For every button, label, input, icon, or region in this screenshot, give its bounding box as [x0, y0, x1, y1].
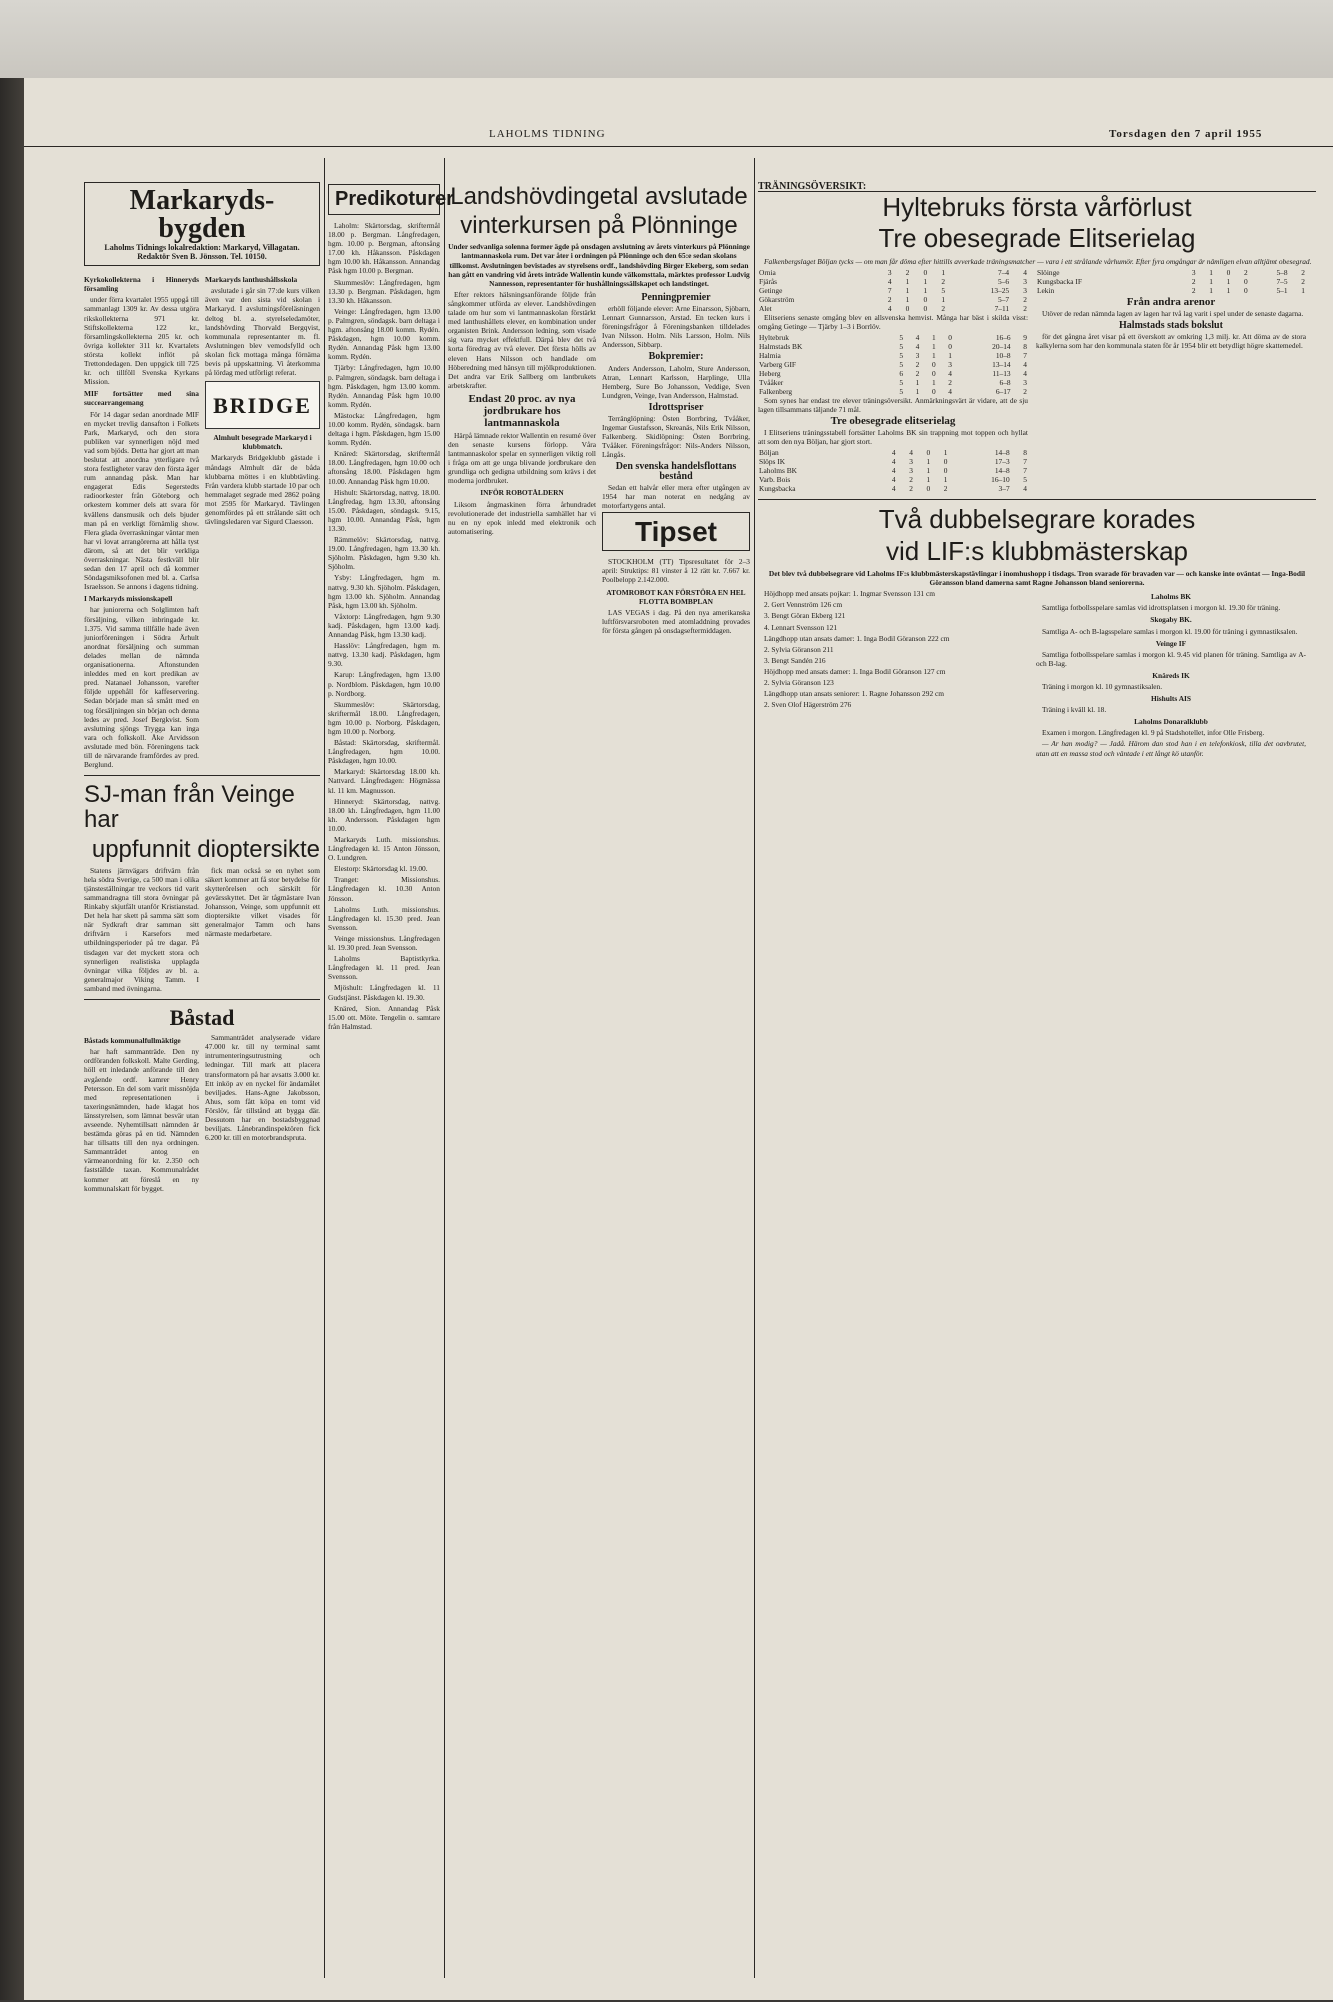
table-cell: 1 — [941, 267, 946, 277]
article-heading: Båstads kommunalfullmäktige — [84, 1036, 181, 1046]
article-heading: Tre obesegrade elitserielag — [830, 415, 956, 428]
article-text: Statens järnvägars driftvärn från hela södra Sverige, ca 500 man i olika tjänsteställningar tre veckors tid varit sammandragna till stora övningar på Rinkaby skjutfält utanför Kristianstad. Det hela har skett på samma sätt som när Sydkraft drar samman sitt driftvärn i Karsefors med utbildningsperioder på tre dagar. På tisdagen var det myckett stora och synnerligen realistiska upplagda övningar vilka följdes av bl. a. generalmajor Viking Tamm. I samband med övningarna. — [84, 865, 199, 993]
predikotur-item: Knäred: Skärtorsdag, skriftermål 18.00. Långfredagen, hgm 10.00 och aftonsång 18.00. Påskdagen hgm 10.00. Annandag Påsk hgm 10.00. — [328, 449, 440, 486]
table-cell: 2 — [887, 294, 892, 304]
club-heading: Knäreds IK — [1152, 670, 1190, 680]
team-name: Slöinge — [1037, 267, 1060, 277]
table-cell: 1 — [1226, 276, 1231, 286]
club-text: Samtliga fotbollsspelare samlas i morgon kl. 9.45 vid planen för träning. Samtliga av A- och B-lag. — [1036, 649, 1306, 668]
predikoturer-title: Predikoturer — [328, 184, 440, 215]
table-cell: 1 — [943, 475, 948, 485]
table-cell: 2 — [915, 368, 920, 378]
table-cell: 0 — [1226, 267, 1231, 277]
article-heading: Almhult besegrade Markaryd i klubbmatch. — [213, 433, 312, 452]
table-cell: 5 — [899, 341, 904, 351]
table-cell: 2 — [943, 484, 948, 494]
table-row — [758, 369, 1028, 378]
team-name: Halmia — [759, 350, 781, 360]
table-row — [758, 448, 1028, 457]
result-line: 3. Bengt Sandén 216 — [764, 655, 826, 665]
club-heading: Skogaby BK. — [1150, 615, 1192, 625]
predikotur-item: Hasslöv: Långfredagen, hgm m. nattvg. 13.30 kadj. Påskdagen, hgm 9.30. — [328, 641, 440, 669]
article-text: fick man också se en nyhet som säkert kommer att få stor betydelse för skytterörelsen och särskilt för gevärsskyttet. Det är tågmästare Ivan Johansson, Veinge, som uppfunnit ett dioptersikte vilket visades för generalmajor Tamm och hans närmaste medarbetare. — [205, 865, 320, 939]
misc-joke: — Ar han modig? — Jadå. Härom dan stod han i en telefonkiosk, tilla det oavbrutet, utan att en massa stod och väntade i ett långt kö utanför. — [1036, 739, 1306, 758]
table-cell: 1 — [1226, 285, 1231, 295]
column-predikoturer — [328, 182, 454, 2002]
masthead-box — [84, 182, 320, 266]
article-heading: INFÖR ROBOTÅLDERN — [480, 488, 564, 498]
team-name: Fjärås — [759, 276, 778, 286]
table-cell: 4 — [887, 276, 892, 286]
masthead-title: Markaryds-bygden — [129, 185, 275, 244]
table-row — [758, 277, 1028, 286]
team-name: Tvååker — [759, 377, 784, 387]
bastad-title: Båstad — [169, 1005, 235, 1031]
article-text: Elitseriens senaste omgång blev en allsvenska hemvist. Många har bäst i skilda visst: omgång Getinge — Tjärby 1–3 i Borrlöv. — [758, 312, 1028, 331]
table-cell: 7 — [1023, 350, 1027, 360]
table-cell: 7 — [1023, 457, 1027, 467]
team-name: Laholms BK — [759, 466, 797, 476]
team-name: Hyltebruk — [759, 332, 789, 342]
masthead-sub1: Laholms Tidnings lokalredaktion: Markaryd, Villagatan. — [104, 243, 300, 252]
team-name: Halmstads BK — [759, 341, 803, 351]
article-text: Sammanträdet analyserade vidare 47.000 kr. till ny terminal samt intrumenteringsutrustning och ledningar. Till mark att placera transformatorn på har avsatts 3.000 kr. Ett inköp av en nyckel för ändamålet beviljades. Hans-Agne Jakobsson, Ahus, som fått köpa en tomt vid Förslöv, får tillstånd att bygga där. Dessutom har en bostadsbyggnad beviljats. Lånebrandinspektören fick 6.200 kr. till en motorbrandspruta. — [205, 1033, 320, 1143]
table-row — [1036, 277, 1306, 286]
bridge-cards-illustration — [205, 381, 320, 429]
table-cell: 7–4 — [998, 267, 1010, 277]
predikotur-item: Karup: Långfredagen, hgm 13.00 p. Nordblom. Påskdagen, hgm 10.00 p. Nordborg. — [328, 670, 440, 698]
table-cell: 4 — [891, 475, 896, 485]
table-cell: 0 — [905, 303, 910, 313]
predikotur-item: Skummeslöv: Skärtorsdag, skriftermål 18.00. Långfredagen, hgm 10.00 p. Norborg. Påskdagen, hgm 10.00 p. Norborg. — [328, 699, 440, 736]
league-table-2 — [758, 333, 1028, 396]
table-cell: 1 — [1209, 267, 1213, 277]
table-row — [758, 360, 1028, 369]
table-cell: 4 — [891, 484, 896, 494]
table-cell: 3 — [909, 457, 913, 467]
table-row — [758, 351, 1028, 360]
table-cell: 4 — [891, 457, 896, 467]
table-cell: 2 — [1301, 276, 1305, 286]
table-cell: 2 — [905, 267, 910, 277]
table-cell: 5–8 — [1276, 267, 1288, 277]
table-cell: 0 — [923, 294, 928, 304]
table-cell: 0 — [931, 359, 936, 369]
table-row — [758, 484, 1028, 493]
table-cell: 5 — [899, 359, 904, 369]
article-heading: MIF fortsätter med sina succearrangemang — [84, 389, 199, 408]
table-cell: 3 — [1023, 285, 1027, 295]
club-text: Samtliga fotbollsspelare samlas vid idrottsplatsen i morgon kl. 19.30 för träning. — [1042, 603, 1281, 613]
table-row — [758, 457, 1028, 466]
league-table-3 — [1036, 268, 1306, 295]
paper-name: LAHOLMS TIDNING — [489, 128, 606, 140]
table-row — [1036, 286, 1306, 295]
article-heading: Penningpremier — [641, 291, 711, 303]
table-cell: 1 — [905, 276, 910, 286]
table-cell: 2 — [915, 359, 920, 369]
table-cell: 5 — [899, 332, 904, 342]
table-cell: 1 — [941, 294, 946, 304]
article-text: För 14 dagar sedan anordnade MIF en mycket trevlig dansafton i Folkets Park, Markaryd, och den stora publiken var synnerligen nöjd med vad som bjöds. Detta har gjort att man beslutat att anordna ytterligare två stora festligheter varav den första äger rum annandag påsk. Man har engagerat Edis Segerstedts radioorkester från Göteborg och orkestern kommer dels att svara för kvällens dansmusik och dels bjuder man på en verkligt förnämlig show. Flera glada överraskningar väntar men har vi lovat arrangörerna att hålla tyst därom, så att det blir verkliga överraskningar. Nästa festkväll blir sedan den 17 april och då kommer Söndagsmiksofonen med bl. a. Carlsa Israelsson. Se annons i dagens tidning. — [84, 409, 199, 592]
table-cell: 0 — [931, 386, 936, 396]
table-cell: 2 — [1023, 294, 1027, 304]
table-cell: 3 — [915, 350, 920, 360]
article-heading: Markaryds lanthushållsskola — [205, 275, 298, 285]
table-cell: 0 — [943, 466, 948, 476]
club-text: Träning i morgon kl. 10 gymnastiksalen. — [1042, 681, 1163, 691]
table-cell: 1 — [923, 276, 928, 286]
table-cell: 1 — [948, 350, 952, 360]
table-cell: 2 — [948, 377, 952, 387]
table-cell: 0 — [948, 332, 952, 342]
team-name: Lekin — [1037, 285, 1055, 295]
table-cell: 7 — [1023, 466, 1027, 476]
league-table-1 — [758, 268, 1028, 313]
predikoturer-list — [328, 221, 440, 1031]
table-cell: 4 — [909, 448, 913, 458]
table-cell: 16–10 — [991, 475, 1010, 485]
table-row — [758, 295, 1028, 304]
table-cell: 17–3 — [994, 457, 1010, 467]
table-cell: 0 — [1243, 285, 1248, 295]
predikotur-item: Elestorp: Skärtorsdag kl. 19.00. — [334, 864, 428, 874]
table-row — [758, 304, 1028, 313]
article-heading: Kyrkokollekterna i Hinneryds församling — [84, 275, 199, 294]
article-text: Terränglöpning: Östen Borrbring, Tvååker, Ingemar Gustafsson, Skreanäs, Nils Erik Nilsson, Falkenberg. Skidlöpning: Östen Borrbring, Tvååker. Föreningsfrågor: Nils-Anders Nilsson, Långås. — [602, 413, 750, 460]
table-cell: 5–6 — [998, 276, 1010, 286]
masthead-sub2: Redaktör Sven B. Jönsson. Tel. 10150. — [137, 252, 267, 262]
table-cell: 8 — [1023, 341, 1027, 351]
plonninge-headline-2: vinterkursen på Plönninge — [460, 212, 738, 240]
table-cell: 9 — [1023, 332, 1027, 342]
table-cell: 1 — [926, 457, 931, 467]
table-cell: 4 — [1023, 368, 1027, 378]
predikotur-item: Båstad: Skärtorsdag, skriftermål. Långfredagen, hgm 10.00. Påskdagen, hgm 10.00. — [328, 738, 440, 766]
table-cell: 2 — [941, 276, 946, 286]
team-name: Varberg GIF — [759, 359, 797, 369]
article-text: STOCKHOLM (TT) Tipsresultatet för 2–3 april: Struktips: 81 vinster å 12 rätt kr. 7.667 kr. Poolbelopp 2.142.000. — [602, 557, 750, 585]
table-cell: 5–7 — [998, 294, 1010, 304]
table-cell: 2 — [1191, 285, 1196, 295]
article-lead: Falkenbergslaget Böljan tycks — om man får döma efter hittills avverkade träningsmatcher — vara i ett strålande vårhumör. Efter fyra omgångar är nämligen elvan alltjämt obesegrad. — [764, 256, 1312, 266]
table-row — [758, 333, 1028, 342]
table-cell: 0 — [931, 368, 936, 378]
table-row — [758, 268, 1028, 277]
table-cell: 0 — [923, 267, 928, 277]
article-text: Härpå lämnade rektor Wallentin en resumé över den senaste kursens förlopp. Våra lantmannaskolor spelar en synnerligen viktig roll i fråga om att ge unga blivande jordbrukare den grundliga och gedigna utbildning som krävs i det moderna jordbruket. — [448, 430, 596, 486]
result-line: 4. Lennart Svensson 121 — [764, 622, 838, 632]
article-text: har juniorerna och Solglimten haft försäljning, vilken inbringade kr. 1.375. Vid samma tillfälle hade även juniorföreningen i Södra Ärhult anordnat försäljning och summan delades mellan de nämnda organisationerna. Aftonstunden inleddes med en kort predikan av pred. Natanael Johansson, varefter följde uppehåll för kaffeservering. Sedan började man så smått med en tog försäljningen sin början och denna ledes av pred. Josef Bergkvist. Som avslutning sjöngs Trygga kan inga vara och folkskoll. Åke Arvidsson avslutade med bön. Föreningens tack till de närvarande framfördes av pred. Berglund. — [84, 605, 199, 770]
article-heading: I Markaryds missionskapell — [84, 594, 173, 604]
article-text: Markaryds Bridgeklubb gästade i måndags Almhult där de båda klubbarna möttes i en klubbtävling. Från vardera klubb startade 10 par och hemmalaget segrade med 2862 poäng mot 2595 för Markaryd. Tävlingen genomfördes på ett strålande sätt och tävlingsledaren var Sigurd Claesson. — [205, 453, 320, 527]
table-row — [1036, 268, 1306, 277]
article-lead: Det blev två dubbelsegrare vid Laholms IF:s klubbmästerskapstävlingar i inomhushopp i tisdags. Tron svarade för bravaden var — och kanske inte oväntat — Inga-Bodil Göransson bland damerna samt Ragne Johansson bland seniorerna. — [768, 569, 1306, 588]
table-cell: 2 — [941, 303, 946, 313]
article-text: Efter rektors hälsningsanförande följde från sångkommer utförda av elever. Landshövdingen talade om hur som vi lantmannaskolan förstärkt med lanthushållets elever, en kombination under organisten Brink. Andersson ledning, som visade sig vara mycket effektfull. Därpå blev det två korta föredrag av två elever. Det första hölls av eleven Hans Nilsson och handlade om Höberedning med hänsyn till mjölkproduktionen. Det andra var Erik Sallberg om lantbrukets arbetskrafter. — [448, 289, 596, 390]
table-cell: 2 — [909, 475, 913, 485]
club-heading: Laholms Donaralklubb — [1134, 717, 1208, 727]
table-cell: 3 — [1191, 267, 1196, 277]
scan-top-strip — [0, 0, 1333, 78]
sport-headline-1: Hyltebruks första vårförlust — [882, 192, 1192, 223]
column-markaryd — [84, 182, 320, 2002]
column-rule-2 — [444, 158, 445, 1978]
result-line: Längdhopp utan ansats seniorer: 1. Ragne Johansson 292 cm — [764, 689, 945, 699]
table-cell: 6 — [899, 368, 904, 378]
table-cell: 11–13 — [992, 368, 1011, 378]
table-cell: 0 — [926, 484, 931, 494]
team-name: Slöps IK — [759, 457, 786, 467]
table-cell: 2 — [1023, 386, 1027, 396]
section-kicker: TRÄNINGSÖVERSIKT: — [758, 182, 1316, 192]
table-cell: 1 — [1209, 285, 1213, 295]
table-cell: 2 — [1243, 267, 1248, 277]
column-rule-1 — [324, 158, 325, 1978]
table-cell: 2 — [1191, 276, 1196, 286]
league-table-4 — [758, 448, 1028, 493]
team-name: Getinge — [759, 285, 783, 295]
table-cell: 1 — [931, 332, 936, 342]
article-text: Utöver de redan nämnda lagen av lagen har två lag varit i spel under de senaste dagarna. — [1042, 308, 1304, 318]
team-name: Kungsbacka — [759, 484, 796, 494]
bridge-label: BRIDGE — [213, 392, 312, 418]
table-cell: 5 — [899, 386, 904, 396]
team-name: Heberg — [759, 368, 781, 378]
table-cell: 10–8 — [995, 350, 1011, 360]
article-text: erhöll följande elever: Arne Einarsson, Sjöbarn, Lennart Gunnarsson, Arstad. En tecken kurs i föreningsfrågor å Föreningsbanken tilldelades Ivan Nilsson. Holm. Nils Larsson, Holm. Nils Andersson, Sibbarp. — [602, 303, 750, 350]
table-cell: 4 — [915, 341, 920, 351]
result-line: 2. Sylvia Göranson 123 — [764, 677, 834, 687]
table-cell: 1 — [931, 377, 936, 387]
table-cell: 1 — [905, 285, 910, 295]
club-heading: Hishults AIS — [1150, 694, 1192, 704]
club-heading: Veinge IF — [1155, 638, 1187, 648]
team-name: Gökarström — [759, 294, 795, 304]
table-cell: 1 — [1301, 285, 1305, 295]
article-text: LAS VEGAS i dag. På den nya amerikanska luftförsvarsroboten med atomladdning provades för första gången på onsdagseftermiddagen. — [602, 607, 750, 635]
table-cell: 13–14 — [992, 359, 1011, 369]
sport-headline-2: Tre obesegrade Elitserielag — [878, 223, 1196, 254]
tipset-title: Tipset — [602, 512, 750, 551]
table-cell: 1 — [915, 386, 920, 396]
table-cell: 2 — [909, 484, 913, 494]
predikotur-item: Tjärby: Långfredagen, hgm 10.00 p. Palmgren, söndagsk. barn deltaga i hgm. Påskdagen, hgm 13.00 komm. Rydén. Annandag Påsk hgm 10.00 komm. Rydén. — [328, 363, 440, 409]
table-cell: 1 — [931, 341, 936, 351]
table-row — [758, 378, 1028, 387]
table-cell: 1 — [915, 377, 920, 387]
predikotur-item: Våxtorp: Långfredagen, hgm 9.30 kadj. Påskdagen, hgm 13.00 kadj. Annandag Påsk, hgm 13.30 kadj. — [328, 611, 440, 640]
table-cell: 1 — [931, 350, 936, 360]
club-text: Samtliga A- och B-lagsspelare samlas i morgon kl. 19.00 för träning i gymnastiksalen. — [1042, 626, 1298, 636]
article-heading: Idrottspriser — [648, 401, 704, 413]
article-text: Sedan ett halvår eller mera efter utgången av 1954 har man noterat en nedgång av motorfartygens antal. — [602, 482, 750, 510]
sj-headline-2: uppfunnit dioptersikte — [91, 835, 320, 863]
table-cell: 4 — [1023, 267, 1027, 277]
article-text: har haft sammanträde. Den ny ordföranden folkskoll. Malte Gerding, höll ett inledande anförande till den avgående ordf. kamrer Henry Petersson. En del som varit missnöjda med representationen i taxeringsnämnden, hade klagat hos länsstyrelsen, som lämnat besvär utan avseende. Nyhemtillsatt nämnden är bestämda göras på en tid. Nämnden har tillsatts till den nya ordningen. Sammanträdet antog en värmeanordning för kr. 2.350 och fastställde taxan. Kommunalrådet kommer att föreslå en ny kommunalskatt för bygget. — [84, 1047, 199, 1193]
article-text: avslutade i går sin 77:de kurs vilken även var den sista vid skolan i Markaryd. I avslutningsföreläsningen deltog bl. a. styrelseledamöter, landshövding Thorvald Bergqvist, kommunala representanter m. fl. Avslutningen blev vemodsfylld och skolan fick mottaga många förnäma bevis på uppskattning. Vi återkomma på lördag med utförligt referat. — [205, 286, 320, 378]
predikotur-item: Mästocka: Långfredagen, hgm 10.00 komm. Rydén, söndagsk. barn deltaga i hgm. Påskdagen, hgm 15.00 komm. Rydén. — [328, 410, 440, 448]
table-cell: 4 — [915, 332, 920, 342]
table-cell: 14–8 — [994, 448, 1010, 458]
column-plonninge — [448, 182, 750, 2002]
table-cell: 8 — [1023, 448, 1027, 458]
table-cell: 16–6 — [995, 332, 1011, 342]
table-cell: 4 — [1023, 484, 1027, 494]
predikotur-item: Hishult: Skärtorsdag, nattvg. 18.00. Långfredag, hgm 13.30, aftonsång 15.00. Påskdagen, söndagsk. 9.15, hgm 10.00. Annandag Påsk, hgm 13.30. — [328, 487, 440, 533]
table-row — [758, 342, 1028, 351]
table-row — [758, 466, 1028, 475]
table-cell: 6–17 — [995, 386, 1011, 396]
article-heading: Endast 20 proc. av nya jordbrukare hos lantmannaskola — [468, 392, 576, 429]
table-cell: 3 — [1023, 377, 1027, 387]
table-cell: 0 — [1243, 276, 1248, 286]
predikotur-item: Rämmelöv: Skärtorsdag, nattvg. 19.00. Långfredagen, hgm 13.30 kh. Sjöholm. Påskdagen, hgm 9.30 kh. Sjöholm. — [328, 535, 440, 572]
table-cell: 0 — [943, 457, 948, 467]
table-cell: 4 — [891, 466, 896, 476]
table-cell: 5 — [1023, 475, 1027, 485]
table-cell: 6–8 — [999, 377, 1011, 387]
team-name: Falkenberg — [759, 386, 793, 396]
column-rule-3 — [754, 158, 755, 1978]
predikotur-item: Hinneryd: Skärtorsdag, nattvg. 18.00 kh. Långfredagen, hgm 11.00 kh. Andersson. Påskdagen hgm 10.00. — [328, 796, 440, 833]
article-heading: Halmstads stads bokslut — [1119, 319, 1223, 331]
predikotur-item: Mjöshult: Långfredagen kl. 11 Gudstjänst. Påskdagen kl. 19.30. — [328, 983, 440, 1002]
result-line: 2. Sylvia Göranson 211 — [764, 644, 834, 654]
table-cell: 13–25 — [990, 285, 1010, 295]
table-cell: 4 — [1023, 359, 1027, 369]
result-line: Höjdhopp med ansats pojkar: 1. Ingmar Svensson 131 cm — [764, 589, 935, 599]
article-heading: Den svenska handelsflottans bestånd — [615, 461, 737, 482]
result-line: Höjdhopp med ansats damer: 1. Inga Bodil Göranson 127 cm — [764, 666, 946, 676]
predikotur-item: Veinge missionshus. Långfredagen kl. 19.30 pred. Jean Svensson. — [328, 933, 440, 953]
predikotur-item: Skummeslöv: Långfredagen, hgm 13.30 p. Bergman. Påskdagen, hgm 13.30 kh. Håkansson. — [328, 277, 440, 305]
table-cell: 5–1 — [1276, 285, 1288, 295]
article-lead: Under sedvanliga solenna former ägde på onsdagen avslutning av årets vinterkurs på Plönninge lantmannaskola rum. Det var åter i ordningen på Plönninge och den 65:e sedan skolans tillkomst. Avslutningen bevistades av styrelsens ordf., landshövding Birger Ekeberg, som sedan han gått en vandring vid årets inträde Wallentin kunde välkomsttala, märktes professor Ludvig Nannesson, representanter för hushållningssällskapet och landstinget. — [448, 242, 750, 288]
team-name: Alet — [759, 303, 772, 313]
newspaper-page — [24, 78, 1333, 2000]
predikotur-item: Laholms Baptistkyrka. Långfredagen kl. 11 pred. Jean Svensson. — [328, 954, 440, 982]
predikotur-item: Markaryds Luth. missionshus. Långfredagen kl. 15 Anton Jönsson, O. Lundgren. — [328, 835, 440, 863]
table-cell: 1 — [943, 448, 948, 458]
table-cell: 3 — [1023, 276, 1027, 286]
article-heading: Från andra arenor — [1126, 295, 1216, 308]
table-row — [758, 387, 1028, 396]
table-cell: 7–11 — [994, 303, 1010, 313]
table-row — [758, 475, 1028, 484]
article-heading: ATOMROBOT KAN FÖRSTÖRA EN HEL FLOTTA BOMBPLAN — [606, 587, 746, 606]
article-text: I Elitseriens träningsstabell fortsätter Laholms BK sin trappning mot toppen och hyllat att som den nya Böljan, har gjort stort. — [758, 428, 1028, 447]
table-cell: 0 — [948, 341, 952, 351]
predikotur-item: Tranget: Missionshus. Långfredagen kl. 10.30 Anton Jönsson. — [328, 875, 440, 903]
table-cell: 1 — [926, 466, 931, 476]
result-line: 2. Gert Vennström 126 cm — [764, 600, 843, 610]
club-heading: Laholms BK — [1150, 592, 1192, 602]
article-text: Som synes har endast tre elever träningsöversikt. Anmärkningsvärt är vidare, att de sju lagen tillsammans täljande 71 mål. — [758, 395, 1028, 415]
article-heading: Bokpremier: — [648, 351, 704, 363]
article-text: Liksom ångmaskinen förra århundradet revolutionerade det industriella samhället har vi nu en ny epok inledd med elektronik och automatisering. — [448, 499, 596, 536]
table-cell: 5 — [899, 377, 904, 387]
team-name: Varb. Bois — [759, 475, 791, 485]
team-name: Kungsbacka IF — [1037, 276, 1082, 286]
table-cell: 3–7 — [998, 484, 1010, 494]
predikotur-item: Veinge: Långfredagen, hgm 13.00 p. Palmgren, söndagsk. barn deltaga i hgm. aftonsång 18.00 komm. Rydén. Påskdagen, hgm 10.00 komm. Rydén. Annandag Påsk hgm 13.00 komm. Rydén. — [328, 306, 440, 362]
lif-headline-1: Två dubbelsegrare korades — [878, 504, 1196, 535]
table-cell: 1 — [905, 294, 910, 304]
result-line: 2. Sven Olof Hägerström 276 — [764, 700, 852, 710]
predikotur-item: Laholm: Skärtorsdag, skriftermål 18.00 p. Bergman. Långfredagen, hgm. 10.00 p. Bergman, aftonsång 17.00 kh. Håkansson. Påskdagen hgm 10.00 kh. Håkansson. Annandag Påsk hgm 10.00 p. Bergman. — [328, 221, 440, 276]
table-cell: 4 — [891, 448, 896, 458]
table-cell: 14–8 — [994, 466, 1010, 476]
table-cell: 4 — [887, 303, 892, 313]
results-list — [758, 589, 1028, 759]
table-cell: 2 — [1301, 267, 1305, 277]
table-cell: 0 — [923, 303, 928, 313]
article-text: Anders Andersson, Laholm, Sture Andersson, Atran, Lennart Karlsson, Harplinge, Ulla Hemberg, Sure Bo Johansson, Veddige, Sven Lundgren, Veinge, Ivan Andersson, Halmstad. — [602, 363, 750, 400]
table-cell: 7 — [887, 285, 892, 295]
table-cell: 7–5 — [1276, 276, 1288, 286]
plonninge-headline-1: Landshövdingetal avslutade — [450, 183, 748, 210]
table-cell: 1 — [1209, 276, 1213, 286]
predikotur-item: Markaryd: Skärtorsdag 18.00 kh. Nattvard. Långfredagen: Högmässa kl. 11 km. Magnusson. — [328, 767, 440, 795]
team-name: Böljan — [759, 448, 779, 458]
table-cell: 3 — [948, 359, 952, 369]
predikotur-item: Ysby: Långfredagen, hgm m. nattvg. 9.30 kh. Sjöholm. Påskdagen, hgm 13.00 kh. Sjöholm. Annandag Påsk, hgm 13.00 kh. Sjöholm. — [328, 573, 440, 610]
table-cell: 5 — [899, 350, 904, 360]
predikotur-item: Laholms Luth. missionshus. Långfredagen kl. 15.30 pred. Jean Svensson. — [328, 904, 440, 932]
article-text: för det gångna året visar på ett överskott av omkring 1,3 milj. kr. Att döma av de stora kalkylerna som har den kommunala staten för år 1954 blir ett betydligt högre skattemedel. — [1036, 332, 1306, 351]
table-cell: 1 — [923, 285, 928, 295]
lif-headline-2: vid LIF:s klubbmästerskap — [885, 535, 1188, 566]
result-line: 3. Bengt Göran Ekberg 121 — [764, 611, 846, 621]
table-cell: 2 — [1023, 303, 1027, 313]
predikotur-item: Knäred, Sion. Annandag Påsk 15.00 ott. Möte. Tengelin o. samtare från Halmstad. — [328, 1003, 440, 1031]
table-cell: 20–14 — [992, 341, 1011, 351]
table-cell: 0 — [926, 448, 931, 458]
table-cell: 4 — [948, 386, 952, 396]
team-name: Ornia — [759, 267, 776, 277]
table-row — [758, 286, 1028, 295]
issue-date: Torsdagen den 7 april 1955 — [1109, 128, 1263, 140]
club-text: Examen i morgon. Längfredagen kl. 9 på Stadshotellet, infor Olle Frisberg. — [1042, 728, 1265, 738]
table-cell: 3 — [909, 466, 913, 476]
header-rule — [24, 146, 1333, 147]
table-cell: 5 — [941, 285, 946, 295]
club-text: Träning i kväll kl. 18. — [1042, 705, 1107, 715]
article-text: under förra kvartalet 1955 uppgå till sammanlagt 1309 kr. Av dessa utgöra rikskollekterna 971 kr. Stiftskollekterna 122 kr., församlingskollekterna 205 kr. och övriga kollekter 311 kr. Kvartalets största kollekt inflöt på Trettondedagen. Den uppgick till 725 kr. och tillföll Svenska Kyrkans Mission. — [84, 295, 199, 387]
table-cell: 3 — [887, 267, 892, 277]
table-cell: 4 — [948, 368, 952, 378]
column-sport — [758, 182, 1316, 2002]
result-line: Längdhopp utan ansats damer: 1. Inga Bodil Göranson 222 cm — [764, 633, 950, 643]
sj-headline-1: SJ-man från Veinge har — [84, 781, 295, 834]
table-cell: 1 — [926, 475, 931, 485]
